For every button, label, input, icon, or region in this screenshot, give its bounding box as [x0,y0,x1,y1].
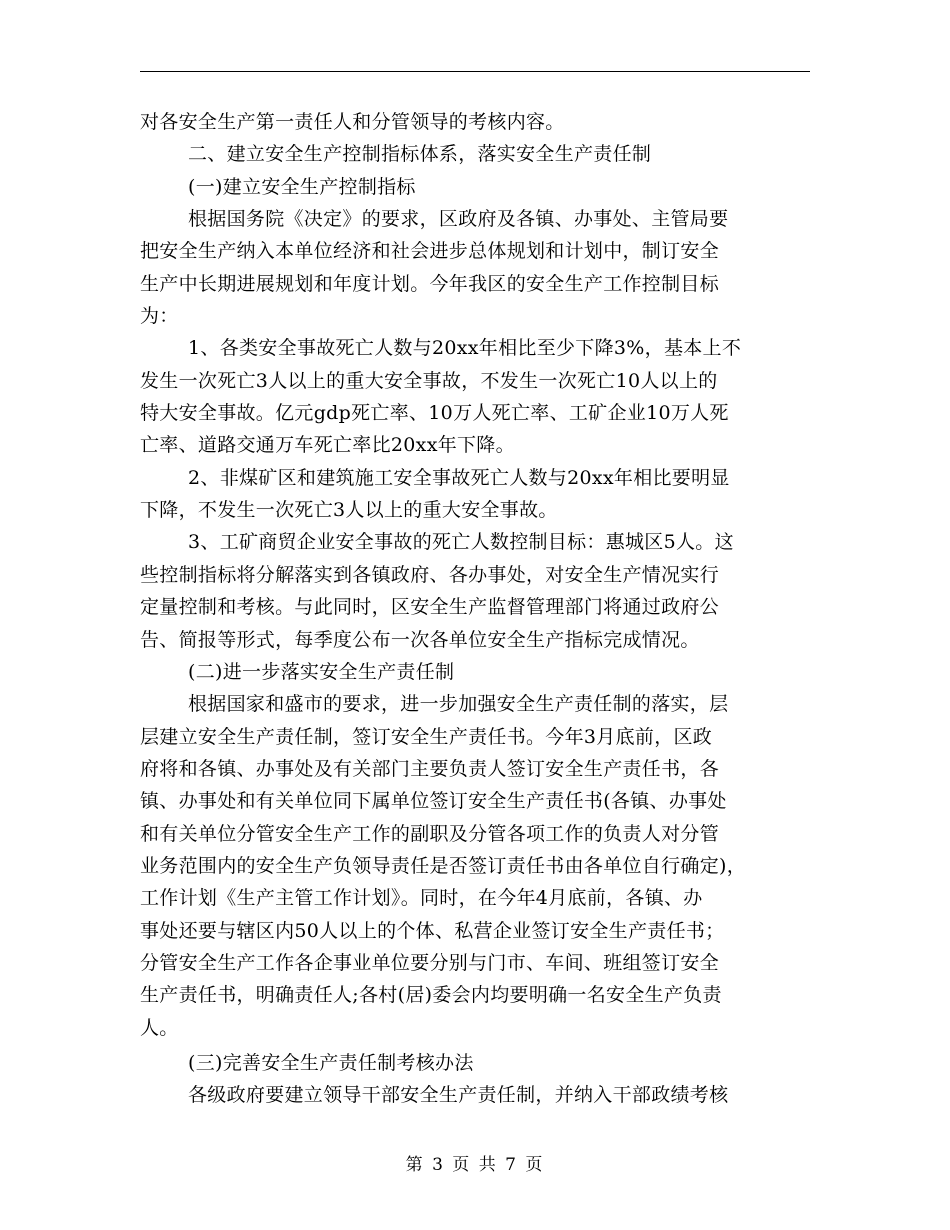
paragraph-line: 为： [140,305,179,328]
paragraph-line: 根据国家和盛市的要求，进一步加强安全生产责任制的落实，层 [188,693,729,716]
paragraph-line: 分管安全生产工作各企事业单位要分别与门市、车间、班组签订安全 [140,951,720,974]
subsection-heading: (一)建立安全生产控制指标 [188,175,416,198]
paragraph-line: 层建立安全生产责任制，签订安全生产责任书。今年3月底前，区政 [140,725,713,748]
paragraph-line: 对各安全生产第一责任人和分管领导的考核内容。 [140,111,565,133]
paragraph-line: 3、工矿商贸企业安全事故的死亡人数控制目标：惠城区5人。这 [188,531,734,554]
paragraph-line: 工作计划《生产主管工作计划》。同时，在今年4月底前，各镇、办 [140,887,703,910]
paragraph-line: 2、非煤矿区和建筑施工安全事故死亡人数与20xx年相比要明显 [188,466,730,489]
paragraph-line: 1、各类安全事故死亡人数与20xx年相比至少下降3%，基本上不 [188,337,742,360]
paragraph-line: 亡率、道路交通万车死亡率比20xx年下降。 [140,434,515,457]
paragraph-line: 告、简报等形式，每季度公布一次各单位安全生产指标完成情况。 [140,628,700,651]
page-number-footer: 第 3 页 共 7 页 [405,1155,545,1175]
document-body [140,106,810,1112]
paragraph-line: 和有关单位分管安全生产工作的副职及分管各项工作的负责人对分管 [140,822,720,845]
paragraph-line: 各级政府要建立领导干部安全生产责任制，并纳入干部政绩考核 [188,1084,729,1107]
paragraph-line: 根据国务院《决定》的要求，区政府及各镇、办事处、主管局要 [188,208,729,231]
paragraph-line: 把安全生产纳入本单位经济和社会进步总体规划和计划中，制订安全 [140,240,720,263]
paragraph-line: 事处还要与辖区内50人以上的个体、私营企业签订安全生产责任书； [140,919,725,942]
paragraph-line: 些控制指标将分解落实到各镇政府、各办事处，对安全生产情况实行 [140,563,720,586]
section-heading: 二、建立安全生产控制指标体系，落实安全生产责任制 [188,143,652,166]
paragraph-line: 人。 [140,1016,179,1039]
paragraph-line: 镇、办事处和有关单位同下属单位签订安全生产责任书(各镇、办事处 [140,790,727,813]
paragraph-line: 生产中长期进展规划和年度计划。今年我区的安全生产工作控制目标 [140,272,720,295]
paragraph-line: 特大安全事故。亿元gdp死亡率、10万人死亡率、工矿企业10万人死 [140,402,729,425]
paragraph-line: 发生一次死亡3人以上的重大安全事故，不发生一次死亡10人以上的 [140,369,718,392]
paragraph-line: 定量控制和考核。与此同时，区安全生产监督管理部门将通过政府公 [140,596,720,619]
paragraph-line: 业务范围内的安全生产负领导责任是否签订责任书由各单位自行确定)， [140,854,747,877]
subsection-heading: (二)进一步落实安全生产责任制 [188,660,455,683]
subsection-heading: (三)完善安全生产责任制考核办法 [188,1051,474,1074]
paragraph-line: 生产责任书，明确责任人;各村(居)委会内均要明确一名安全生产负责 [140,984,722,1007]
header-rule [140,71,810,72]
paragraph-line: 府将和各镇、办事处及有关部门主要负责人签订安全生产责任书，各 [140,757,720,780]
paragraph-line: 下降，不发生一次死亡3人以上的重大安全事故。 [140,499,558,522]
